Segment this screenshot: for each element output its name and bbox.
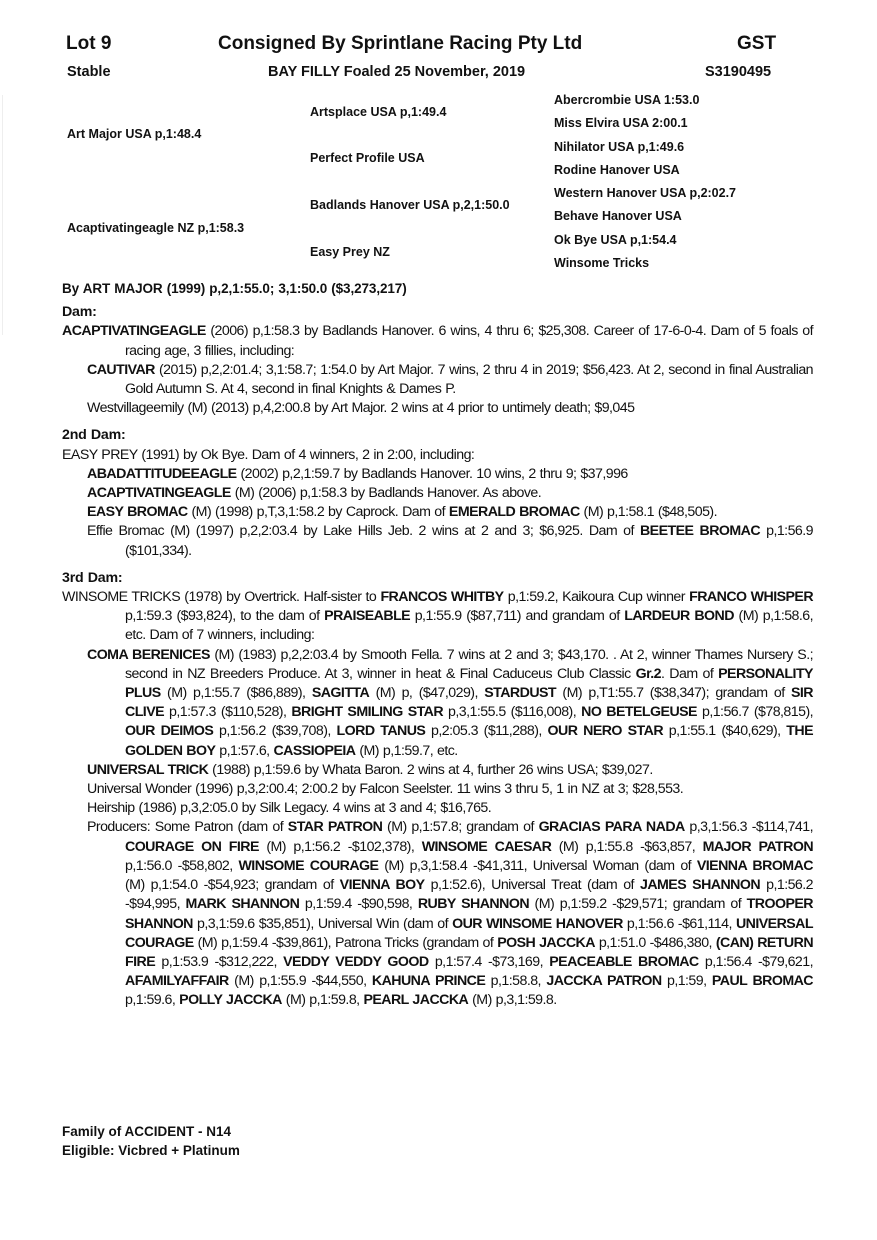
horse-code: S3190495 <box>705 64 772 80</box>
horse-name: MARK SHANNON <box>185 896 300 913</box>
entry-text: (M) p,1:58.1 ($48,505). <box>579 504 718 521</box>
horse-name: RUBY SHANNON <box>417 896 530 913</box>
entry-text: p,3,1:59.6 $35,851), Universal Win (dam of <box>192 915 453 932</box>
horse-name: PAUL BROMAC <box>711 973 813 990</box>
horse-name: UNIVERSAL TRICK <box>87 761 209 778</box>
horse-name: ACAPTIVATINGEAGLE <box>87 485 231 502</box>
entry-text: p,1:56.7 ($78,815), <box>696 704 814 721</box>
entry-text: (M) p,1:56.2 -$102,378), <box>258 838 422 855</box>
entry-text: p,1:56.6 -$61,114, <box>622 915 736 932</box>
horse-name: VIENNA BOY <box>339 877 425 894</box>
horse-name: OUR NERO STAR <box>547 723 664 740</box>
pedigree-g3: Winsome Tricks <box>554 256 650 270</box>
pedigree-g3: Behave Hanover USA <box>554 209 682 223</box>
horse-name: UNIVERSAL COURAGE <box>125 915 813 951</box>
entry-text: p,1:56.2 -$94,995, <box>125 877 813 913</box>
horse-name: PRAISEABLE <box>324 608 411 625</box>
horse-name: PEACEABLE BROMAC <box>549 953 699 970</box>
entry-text: Producers: Some Patron (dam of <box>87 819 288 836</box>
entry-text: p,1:59.6, <box>125 992 180 1009</box>
entry-text: (M) p,1:55.8 -$63,857, <box>551 838 703 855</box>
entry-text: p,1:59, <box>661 973 712 990</box>
pedigree-dam: Acaptivatingeagle NZ p,1:58.3 <box>67 221 245 235</box>
pedigree-g3: Ok Bye USA p,1:54.4 <box>554 233 677 247</box>
location: Stable <box>67 64 111 80</box>
entry-text: (M) (2006) p,1:58.3 by Badlands Hanover. As above. <box>230 485 542 502</box>
progeny-entry <box>62 465 813 484</box>
entry-text: Westvillageemily (M) (2013) p,4,2:00.8 by Art Major. 2 wins at 4 prior to untimely death; $9,045 <box>87 400 635 417</box>
entry-text: (M) p,1:59.2 -$29,571; grandam of <box>529 896 747 913</box>
entry-text: p,1:52.6), Universal Treat (dam of <box>424 877 640 894</box>
entry-text: p,1:56.9 ($101,334). <box>125 523 813 559</box>
footer <box>62 1122 240 1160</box>
horse-name: PERSONALITY PLUS <box>125 665 813 702</box>
entry-text: (2006) p,1:58.3 by Badlands Hanover. 6 wins, 4 thru 6; $25,308. Career of 17-6-0-4. Dam of 5 foals of racing age, 3 fillies, including: <box>125 323 813 359</box>
progeny-entry <box>62 818 813 1010</box>
progeny-entry <box>62 761 813 780</box>
entry-text: p,1:55.1 ($40,629), <box>663 723 787 740</box>
eligibility-line: Eligible: Vicbred + Platinum <box>62 1143 240 1158</box>
entry-text: (M) p,1:55.7 ($86,889), <box>160 685 312 702</box>
progeny-entry <box>62 503 813 522</box>
entry-text: p,1:59.4 -$90,598, <box>299 896 418 913</box>
entry-text: (M) p,1:57.8; grandam of <box>382 819 539 836</box>
dam3-entries <box>62 646 813 1011</box>
family-line: Family of ACCIDENT - N14 <box>62 1124 232 1139</box>
dam2-intro: EASY PREY (1991) by Ok Bye. Dam of 4 winners, 2 in 2:00, including: <box>62 446 475 463</box>
horse-name: MAJOR PATRON <box>702 838 814 855</box>
horse-name: BEETEE BROMAC <box>639 523 761 540</box>
horse-name: POLLY JACCKA <box>179 992 282 1009</box>
entry-text: (2002) p,2,1:59.7 by Badlands Hanover. 10 wins, 2 thru 9; $37,996 <box>236 465 628 482</box>
entry-text: p,1:59.2, Kaikoura Cup winner <box>503 589 690 606</box>
horse-name: FRANCO WHISPER <box>689 589 814 606</box>
consignor: Consigned By Sprintlane Racing Pty Ltd <box>218 33 583 54</box>
entry-text: p,1:57.4 -$73,169, <box>428 953 550 970</box>
entry-text: p,2:05.3 ($11,288), <box>425 723 548 740</box>
horse-name: EASY BROMAC <box>87 504 188 521</box>
entry-text: p,3,1:56.3 -$114,741, <box>684 819 813 836</box>
entry-text: p,3,1:55.5 ($116,008), <box>443 704 582 721</box>
pedigree-sire-dam: Perfect Profile USA <box>310 151 425 165</box>
section-title-dam: Dam: <box>62 304 97 321</box>
entry-text: p,1:57.6, <box>215 742 274 759</box>
entry-text: p,1:57.3 ($110,528), <box>164 704 292 721</box>
pedigree-g3: Nihilator USA p,1:49.6 <box>554 140 685 154</box>
entry-text: (M) p,1:59.7, etc. <box>355 742 458 759</box>
horse-name: SIR CLIVE <box>125 685 813 721</box>
entry-text: p,1:51.0 -$486,380, <box>594 934 716 951</box>
horse-name: KAHUNA PRINCE <box>371 973 486 990</box>
entry-text: (M) p,3,1:59.8. <box>468 992 557 1009</box>
entry-text: p,1:56.0 -$58,802, <box>125 857 239 874</box>
entry-text: . Dam of <box>661 665 719 682</box>
pedigree-dam-dam: Easy Prey NZ <box>310 245 390 259</box>
horse-name: SAGITTA <box>311 685 370 702</box>
entry-text: (M) p,T1:55.7 ($38,347); grandam of <box>556 685 791 702</box>
horse-name: WINSOME CAESAR <box>421 838 552 855</box>
progeny-entry <box>62 646 813 761</box>
lot-number: Lot 9 <box>66 33 112 54</box>
horse-name: Gr.2 <box>635 665 661 682</box>
horse-name: AFAMILYAFFAIR <box>125 973 229 990</box>
horse-name: ACAPTIVATINGEAGLE <box>62 323 206 340</box>
entry-text: (M) p,1:55.9 -$44,550, <box>228 973 372 990</box>
pedigree-g3: Western Hanover USA p,2:02.7 <box>554 186 737 200</box>
entry-text: p,1:55.9 ($87,711) and grandam of <box>410 608 625 625</box>
horse-name: WINSOME COURAGE <box>238 857 379 874</box>
entry-text: WINSOME TRICKS (1978) by Overtrick. Half-sister to <box>62 589 381 606</box>
progeny-entry <box>62 780 813 799</box>
horse-name: THE GOLDEN BOY <box>125 723 813 759</box>
entry-text: Universal Wonder (1996) p,3,2:00.4; 2:00.2 by Falcon Seelster. 11 wins 3 thru 5, 1 in NZ at 3; $28,553. <box>87 781 684 798</box>
horse-name: BRIGHT SMILING STAR <box>291 704 444 721</box>
sire-line: By ART MAJOR (1999) p,2,1:55.0; 3,1:50.0 ($3,273,217) <box>62 281 407 296</box>
entry-text: Effie Bromac (M) (1997) p,2,2:03.4 by Lake Hills Jeb. 2 wins at 2 and 3; $6,925. Dam of <box>87 523 640 540</box>
pedigree-sire: Art Major USA p,1:48.4 <box>67 127 202 141</box>
entry-text: (M) p,1:59.4 -$39,861), Patrona Tricks (grandam of <box>193 934 498 951</box>
horse-name: OUR WINSOME HANOVER <box>452 915 623 932</box>
entry-text: (M) p,1:54.0 -$54,923; grandam of <box>125 877 340 894</box>
section-title-3rd-dam: 3rd Dam: <box>62 569 123 586</box>
dam-entry <box>62 322 813 360</box>
horse-name: GRACIAS PARA NADA <box>538 819 685 836</box>
entry-text: p,1:59.3 ($93,824), to the dam of <box>125 608 325 625</box>
horse-name: COMA BERENICES <box>87 646 210 663</box>
margin-line <box>2 95 3 335</box>
entry-text: p,1:53.9 -$312,222, <box>155 953 284 970</box>
progeny-entry <box>62 799 813 818</box>
horse-name: OUR DEIMOS <box>125 723 214 740</box>
entry-text: (M) (1998) p,T,3,1:58.2 by Caprock. Dam of <box>187 504 449 521</box>
progeny-entry <box>62 522 813 560</box>
entry-text: p,1:56.4 -$79,621, <box>698 953 814 970</box>
horse-name: POSH JACCKA <box>497 934 595 951</box>
horse-name: ABADATTITUDEEAGLE <box>87 465 237 482</box>
progeny-entry <box>62 399 813 418</box>
horse-description: BAY FILLY Foaled 25 November, 2019 <box>268 64 526 80</box>
pedigree-g3: Miss Elvira USA 2:00.1 <box>554 116 688 130</box>
horse-name: LARDEUR BOND <box>624 608 734 625</box>
entry-text: p,1:56.2 ($39,708), <box>213 723 337 740</box>
horse-name: (CAN) RETURN FIRE <box>125 934 814 970</box>
entry-text: (M) (1983) p,2,2:03.4 by Smooth Fella. 7 wins at 2 and 3; $43,170. . At 2, winner Thames Nursery S.; second in NZ Breeders Produce. At 3, winner in heat & Final Caduceus Club Classic <box>125 646 813 682</box>
progeny-entry <box>62 484 813 503</box>
horse-name: STAR PATRON <box>287 819 383 836</box>
horse-name: JAMES SHANNON <box>640 877 761 894</box>
entry-text: (M) p,3,1:58.4 -$41,311, Universal Woman (dam of <box>378 857 697 874</box>
horse-name: CAUTIVAR <box>87 361 155 378</box>
horse-name: VEDDY VEDDY GOOD <box>283 953 429 970</box>
horse-name: VIENNA BROMAC <box>696 857 813 874</box>
horse-name: CASSIOPEIA <box>273 742 356 759</box>
entry-text: p,1:58.8, <box>485 973 547 990</box>
entry-text: (M) p,1:58.6, etc. Dam of 7 winners, including: <box>125 608 814 644</box>
pedigree-sire-sire: Artsplace USA p,1:49.4 <box>310 105 447 119</box>
horse-name: TROOPER SHANNON <box>125 896 813 932</box>
pedigree-g3: Rodine Hanover USA <box>554 163 680 177</box>
horse-name: COURAGE ON FIRE <box>125 838 259 855</box>
section-title-2nd-dam: 2nd Dam: <box>62 427 126 444</box>
horse-name: EMERALD BROMAC <box>448 504 580 521</box>
entry-text: (M) p,1:59.8, <box>281 992 364 1009</box>
horse-name: JACCKA PATRON <box>546 973 662 990</box>
gst-label: GST <box>737 33 777 54</box>
horse-name: PEARL JACCKA <box>363 992 469 1009</box>
catalogue-body <box>62 279 813 1011</box>
entry-text: (M) p, ($47,029), <box>369 685 485 702</box>
pedigree-dam-sire: Badlands Hanover USA p,2,1:50.0 <box>310 198 510 212</box>
horse-name: FRANCOS WHITBY <box>380 589 504 606</box>
entry-text: (2015) p,2,2:01.4; 3,1:58.7; 1:54.0 by Art Major. 7 wins, 2 thru 4 in 2019; $56,423. At 2, second in final Australian Gold Autumn S. At 4, second in final Knights & Dames P. <box>125 361 813 398</box>
pedigree-g3: Abercrombie USA 1:53.0 <box>554 93 700 107</box>
horse-name: LORD TANUS <box>336 723 426 740</box>
entry-text: Heirship (1986) p,3,2:05.0 by Silk Legacy. 4 wins at 3 and 4; $16,765. <box>87 800 492 817</box>
dam3-intro <box>62 588 813 646</box>
horse-name: STARDUST <box>484 685 557 702</box>
horse-name: NO BETELGEUSE <box>581 704 697 721</box>
progeny-entry <box>62 361 813 399</box>
entry-text: (1988) p,1:59.6 by Whata Baron. 2 wins at 4, further 26 wins USA; $39,027. <box>208 761 653 778</box>
